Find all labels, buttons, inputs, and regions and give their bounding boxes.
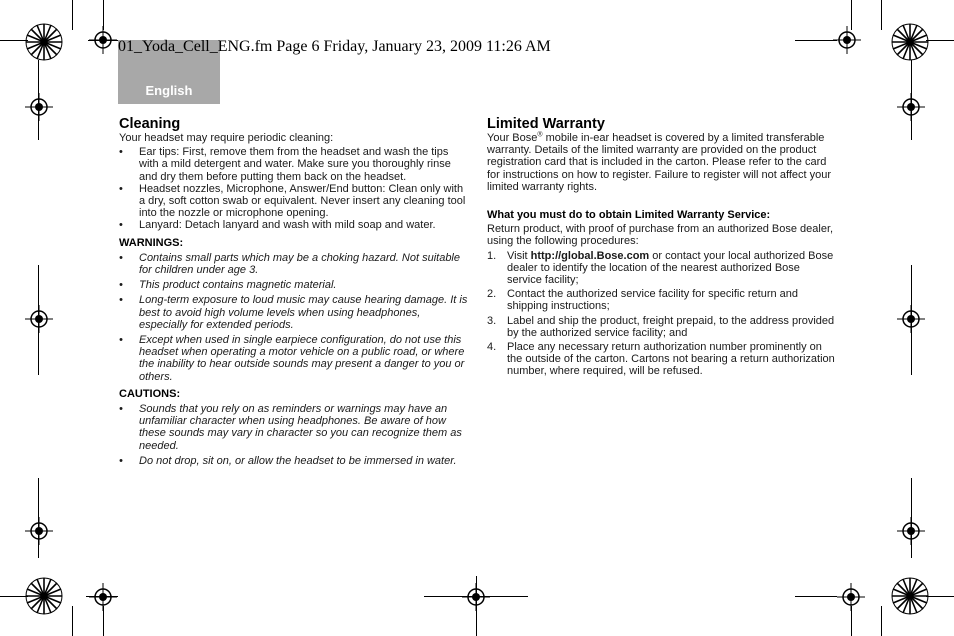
- list-item: [487, 288, 835, 312]
- registration-mark-icon: [25, 305, 53, 333]
- registered-mark: ®: [537, 131, 543, 139]
- registration-mark-icon: [462, 583, 490, 611]
- warranty-intro: [487, 132, 835, 193]
- crop-line: [795, 596, 837, 597]
- registration-mark-icon: [25, 517, 53, 545]
- list-item: • This product contains magnetic material.: [119, 279, 469, 291]
- step-number: 3.: [487, 314, 497, 327]
- warnings-list: [119, 252, 469, 383]
- list-item: • Headset nozzles, Microphone, Answer/End button: Clean only with a dry, soft cotton swab or equivalent. Never insert any cleaning tool into the nozzle or microphone opening.: [119, 183, 469, 220]
- step-text: Contact the authorized service facility for specific return and shipping instructions;: [507, 288, 799, 313]
- warranty-intro-rest: mobile in-ear headset is covered by a limited transferable warranty. Details of the limited warranty are provided on the product registration card that is included in the carton. Please refer to the card for instructions on how to register. Failure to register will not affect your limited warranty rights.: [487, 132, 832, 193]
- cleaning-intro: Your headset may require periodic cleaning:: [119, 132, 334, 144]
- crop-line: [911, 60, 912, 140]
- list-item: • Do not drop, sit on, or allow the headset to be immersed in water.: [119, 455, 469, 467]
- warnings-heading: WARNINGS:: [119, 236, 184, 249]
- cleaning-section: [119, 116, 469, 470]
- registration-mark-icon: [897, 517, 925, 545]
- warranty-intro-start: Your Bose: [487, 132, 538, 144]
- list-item: • Except when used in single earpiece configuration, do not use this headset when operating a motor vehicle on a public road, or where the inability to hear outside sounds may present a danger to you or others.: [119, 334, 469, 383]
- crop-line: [72, 606, 73, 636]
- service-steps: [487, 250, 835, 378]
- crop-line: [926, 596, 954, 597]
- step-number: 4.: [487, 341, 497, 354]
- list-item: • Contains small parts which may be a choking hazard. Not suitable for children under age 3.: [119, 252, 469, 276]
- registration-mark-icon: [837, 583, 865, 611]
- list-item: [487, 315, 835, 339]
- step-text: Place any necessary return authorization number prominently on the outside of the carton. Cartons not bearing a return authorization number, where required, will be refused.: [507, 341, 835, 378]
- crop-line: [72, 0, 73, 30]
- list-item: • Sounds that you rely on as reminders or warnings may have an unfamiliar character when using headphones. Be aware of how these sounds may vary in character so you can recognize them as needed.: [119, 403, 469, 452]
- starburst-mark-icon: [890, 22, 930, 62]
- step-number: 2.: [487, 288, 497, 301]
- cleaning-list: [119, 146, 469, 231]
- list-item: [487, 250, 835, 287]
- cleaning-title: Cleaning: [119, 116, 181, 132]
- step-text: Label and ship the product, freight prepaid, to the address provided by the authorized service facility; and: [507, 314, 835, 339]
- service-intro: Return product, with proof of purchase from an authorized Bose dealer, using the following procedures:: [487, 223, 834, 248]
- service-heading: What you must do to obtain Limited Warranty Service:: [487, 209, 771, 222]
- language-tab-label: English: [145, 83, 193, 98]
- registration-mark-icon: [833, 26, 861, 54]
- crop-line: [38, 60, 39, 140]
- starburst-mark-icon: [890, 576, 930, 616]
- list-item: • Long-term exposure to loud music may cause hearing damage. It is best to avoid high volume levels when using headphones, especially for extended periods.: [119, 294, 469, 331]
- starburst-mark-icon: [24, 22, 64, 62]
- step-number: 1.: [487, 249, 497, 262]
- warranty-section: [487, 116, 835, 380]
- warranty-title: Limited Warranty: [487, 116, 605, 132]
- cautions-list: [119, 403, 469, 467]
- file-header-line: 01_Yoda_Cell_ENG.fm Page 6 Friday, January 23, 2009 11:26 AM: [118, 38, 551, 55]
- step-text: Visit: [507, 249, 531, 262]
- registration-mark-icon: [25, 93, 53, 121]
- list-item: • Ear tips: First, remove them from the headset and wash the tips with a mild detergent and water. Make sure you thoroughly rinse and dry them before putting them back on the headset.: [119, 146, 469, 183]
- list-item: • Lanyard: Detach lanyard and wash with mild soap and water.: [119, 219, 469, 231]
- crop-line: [926, 40, 954, 41]
- starburst-mark-icon: [24, 576, 64, 616]
- bose-website-link[interactable]: http://global.Bose.com: [530, 249, 650, 262]
- registration-mark-icon: [89, 583, 117, 611]
- crop-line: [795, 40, 837, 41]
- crop-line: [881, 606, 882, 636]
- step-text-rest: or contact your local authorized Bose dealer to identify the location of the nearest authorized Bose service facility;: [507, 249, 834, 287]
- crop-line: [881, 0, 882, 30]
- crop-line: [0, 596, 28, 597]
- list-item: [487, 341, 835, 378]
- registration-mark-icon: [897, 305, 925, 333]
- cautions-heading: CAUTIONS:: [119, 387, 181, 400]
- registration-mark-icon: [89, 26, 117, 54]
